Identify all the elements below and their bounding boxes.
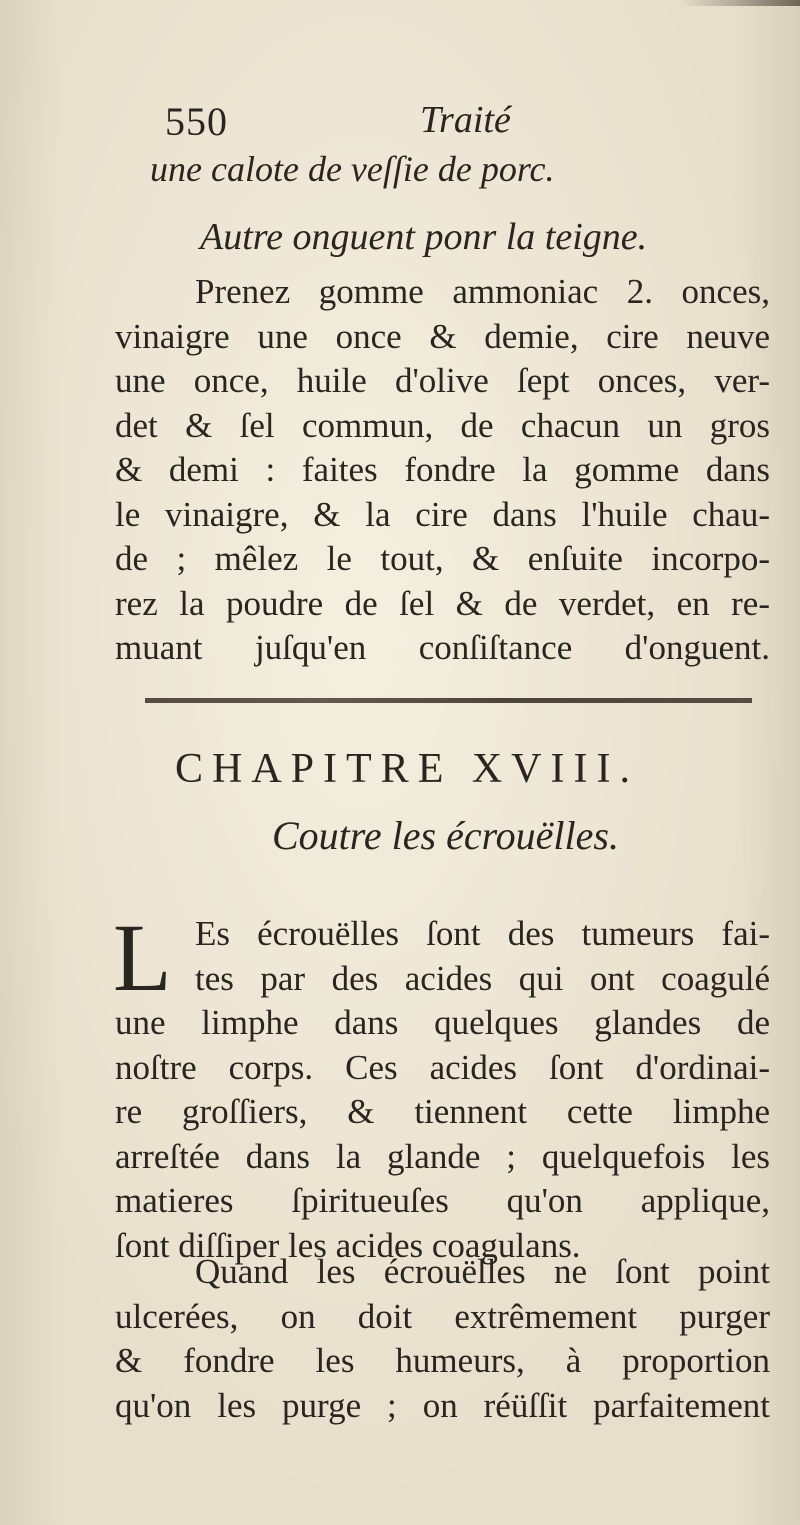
section-heading: Autre onguent ponr la teigne. bbox=[200, 216, 648, 258]
paragraph-line: de ; mêlez le tout, & enſuite incorpo- bbox=[115, 539, 770, 578]
chapter-paragraph-2 bbox=[115, 1250, 770, 1428]
paragraph-line: le vinaigre, & la cire dans l'huile chau- bbox=[115, 494, 770, 534]
paragraph-line: Es écrouëlles ſont des tumeurs fai- bbox=[195, 914, 770, 953]
paragraph-line: noſtre corps. Ces acides ſont d'ordinai- bbox=[115, 1047, 770, 1087]
running-title: Traité bbox=[420, 99, 511, 141]
page-header bbox=[165, 98, 645, 148]
paragraph-line: re groſſiers, & tiennent cette limphe bbox=[115, 1092, 770, 1131]
paragraph-line: rez la poudre de ſel & de verdet, en re- bbox=[115, 583, 770, 623]
paragraph-line: & demi : faites fondre la gomme dans bbox=[115, 450, 770, 489]
paragraph-line: une once, huile d'olive ſept onces, ver- bbox=[115, 361, 770, 400]
paragraph-line: det & ſel commun, de chacun un gros bbox=[115, 405, 770, 445]
paragraph-line: muant juſqu'en conſiſtance d'onguent. bbox=[115, 628, 770, 667]
paragraph-line: ſont diſſiper les acides coagulans. bbox=[115, 1225, 581, 1265]
chapter-title: CHAPITRE XVIII. bbox=[175, 746, 639, 792]
paragraph-line: & fondre les humeurs, à proportion bbox=[115, 1341, 770, 1380]
page-number: 550 bbox=[165, 99, 228, 144]
paragraph-line: matieres ſpiritueuſes qu'on applique, bbox=[115, 1181, 770, 1220]
paragraph-line: une limphe dans quelques glandes de bbox=[115, 1003, 770, 1042]
paragraph-line: arreſtée dans la glande ; quelquefois les bbox=[115, 1136, 770, 1176]
recipe-paragraph bbox=[115, 270, 770, 671]
drop-cap-letter: L bbox=[113, 904, 172, 1011]
carry-over-line: une calote de veſſie de porc. bbox=[150, 149, 555, 189]
page-edge-shadow bbox=[680, 0, 800, 6]
chapter-paragraph-1 bbox=[113, 904, 770, 1268]
section-divider-rule bbox=[145, 698, 752, 703]
paragraph-line: ulcerées, on doit extrêmement purger bbox=[115, 1296, 770, 1336]
paragraph-line: vinaigre une once & demie, cire neuve bbox=[115, 316, 770, 356]
paragraph-line: tes par des acides qui ont coagulé bbox=[195, 958, 770, 998]
paragraph-line: Quand les écrouëlles ne ſont point bbox=[195, 1252, 770, 1291]
paragraph-line: Prenez gomme ammoniac 2. onces, bbox=[195, 272, 770, 311]
paragraph-line: qu'on les purge ; on réüſſit parfaitement bbox=[115, 1385, 770, 1425]
chapter-subtitle: Coutre les écrouëlles. bbox=[272, 813, 619, 858]
